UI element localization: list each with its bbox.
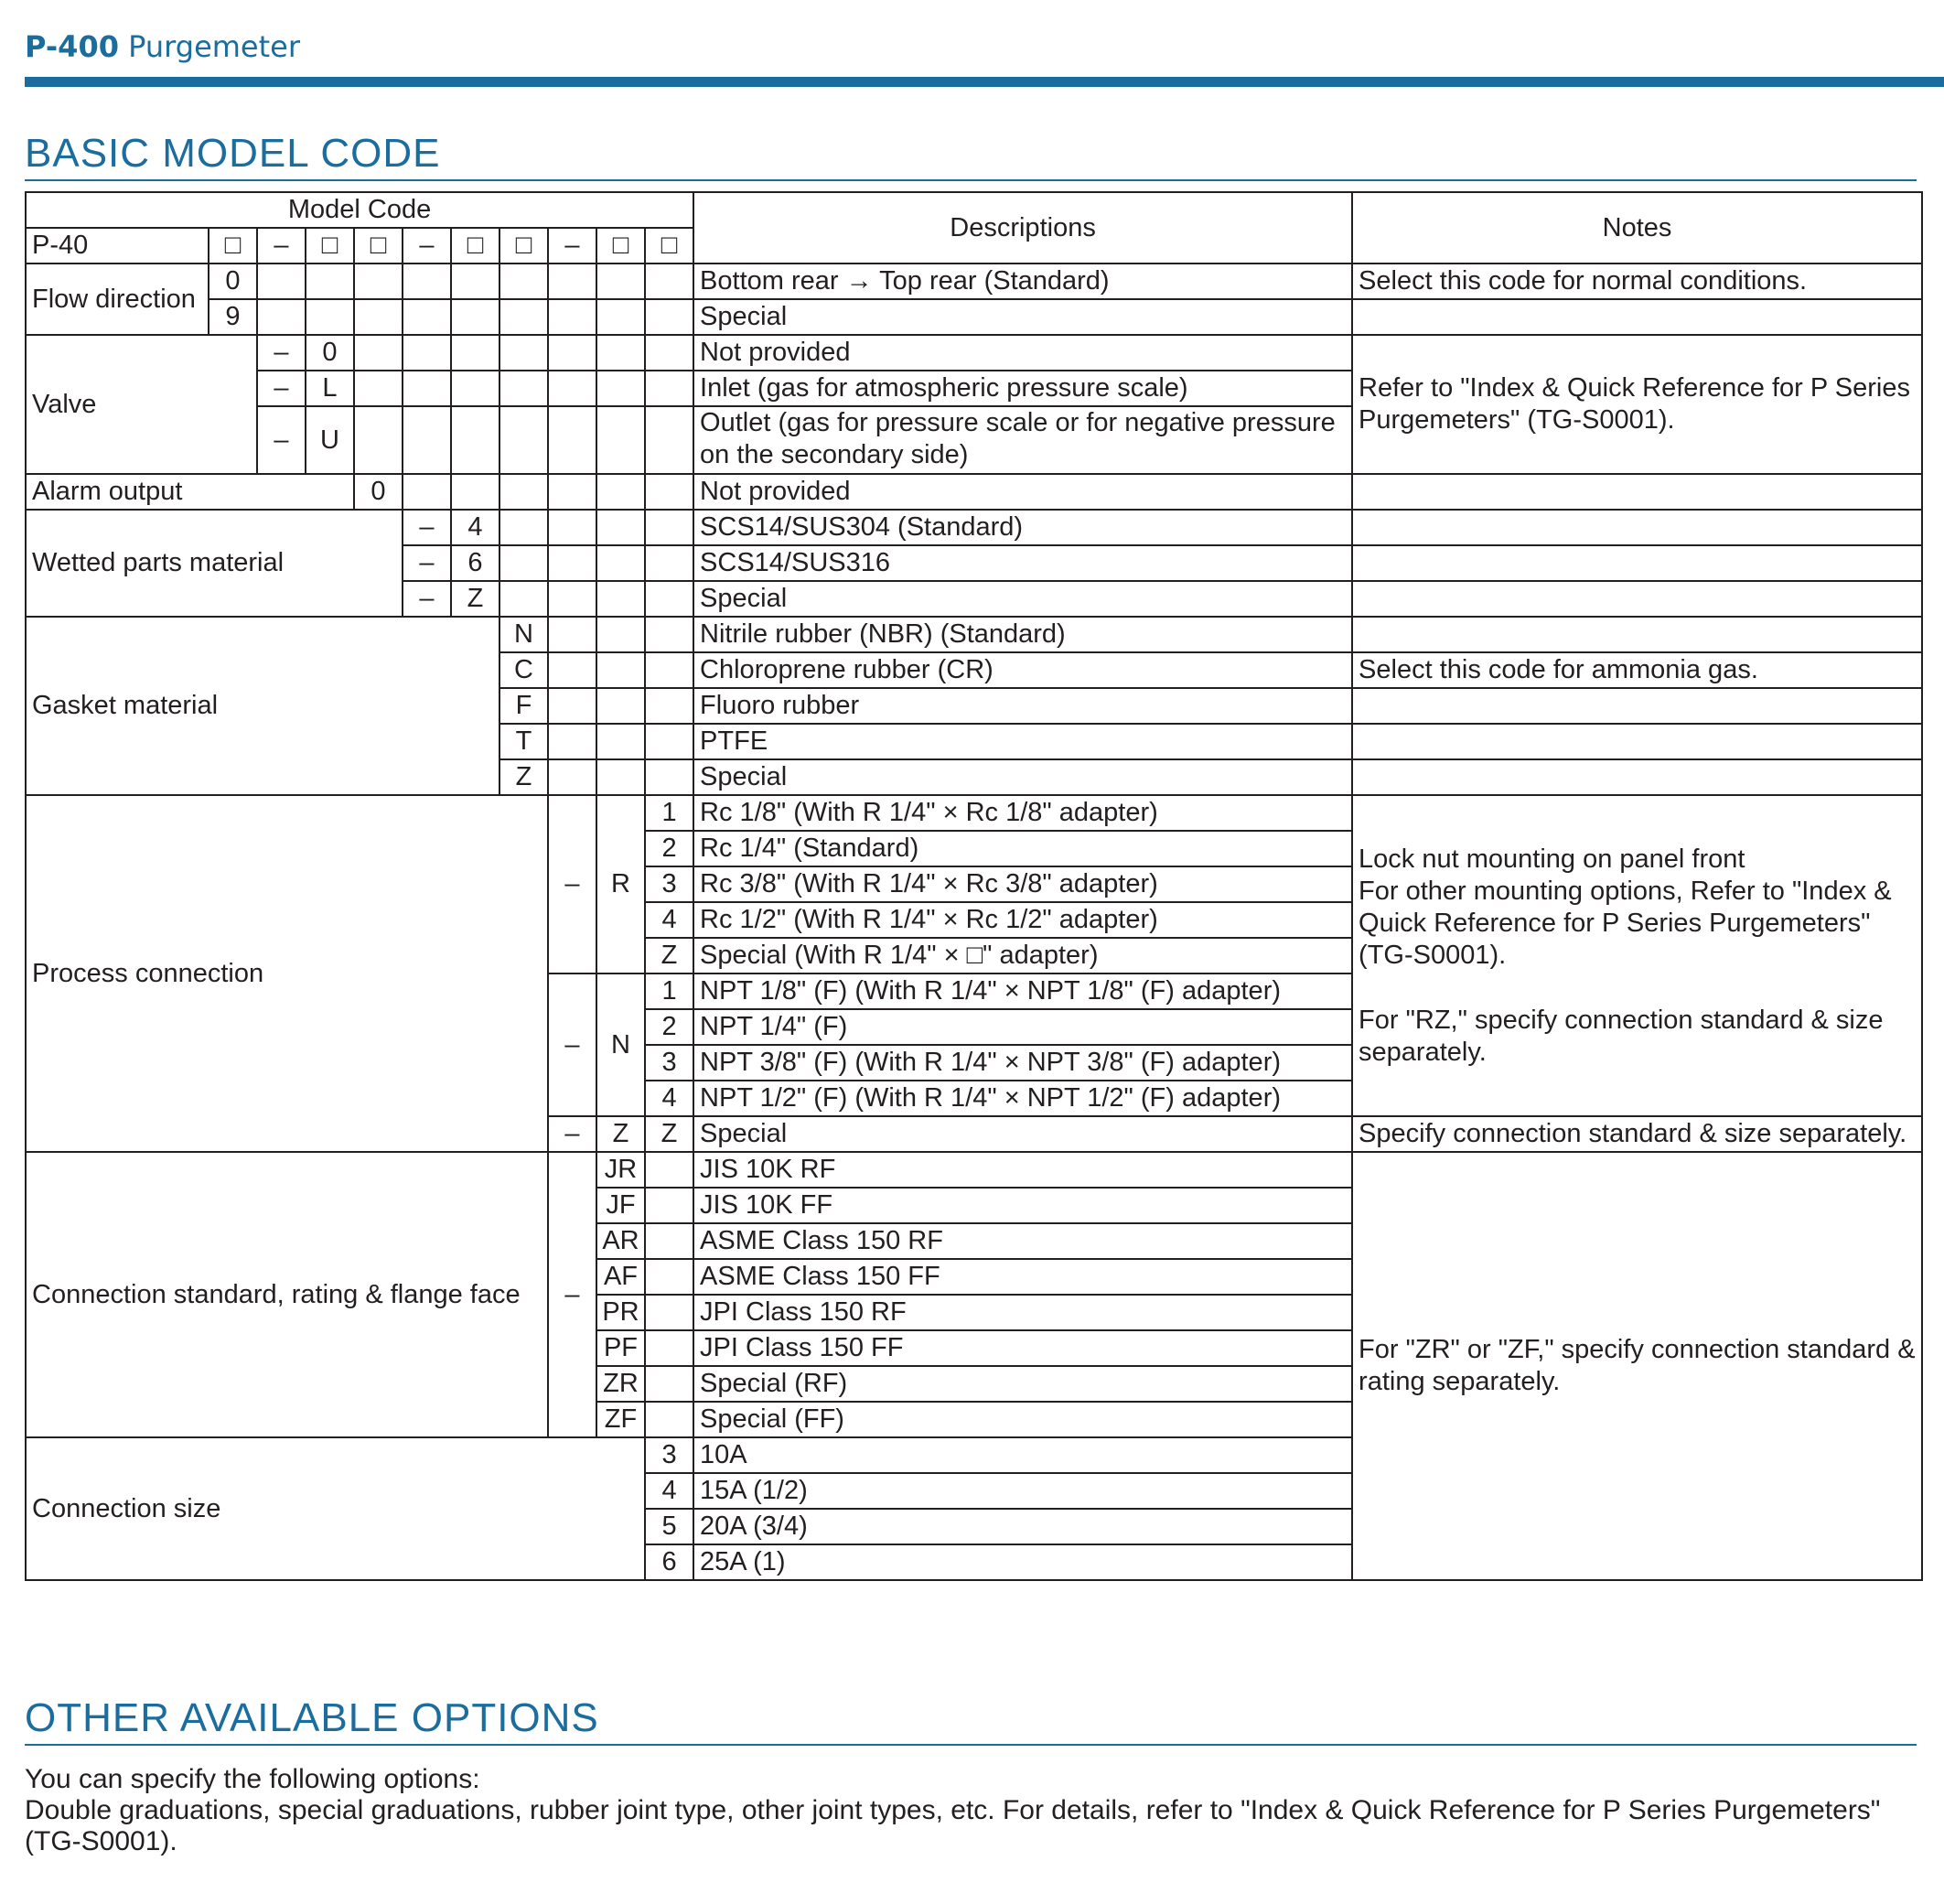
flow-direction-label: Flow direction xyxy=(26,264,209,335)
code-cell: JF xyxy=(596,1188,645,1223)
note-cell: Select this code for normal conditions. xyxy=(1352,264,1922,299)
description-cell: Special xyxy=(693,581,1352,617)
description-cell: NPT 3/8" (F) (With R 1/4" × NPT 3/8" (F) adapter) xyxy=(693,1045,1352,1081)
options-title-rule xyxy=(25,1744,1917,1746)
code-dash: – xyxy=(403,581,451,617)
code-box: □ xyxy=(596,228,645,264)
code-cell: 5 xyxy=(645,1509,693,1544)
description-cell: 10A xyxy=(693,1437,1352,1473)
gasket-material-label: Gasket material xyxy=(26,617,499,795)
code-cell: 0 xyxy=(209,264,257,299)
code-cell: L xyxy=(306,371,354,406)
code-box: □ xyxy=(354,228,403,264)
connection-size-label: Connection size xyxy=(26,1437,645,1580)
note-cell: Select this code for ammonia gas. xyxy=(1352,652,1922,688)
alarm-output-label: Alarm output xyxy=(26,474,354,510)
description-cell: Rc 1/4" (Standard) xyxy=(693,831,1352,866)
table-header-row xyxy=(26,192,1922,228)
page-header xyxy=(25,29,300,64)
description-cell: Special (With R 1/4" × □" adapter) xyxy=(693,938,1352,974)
product-code: P-400 xyxy=(25,29,119,64)
code-cell: C xyxy=(499,652,548,688)
table-row xyxy=(26,335,1922,371)
code-cell: 4 xyxy=(645,1473,693,1509)
note-cell xyxy=(1352,474,1922,510)
description-cell: Special (RF) xyxy=(693,1366,1352,1402)
code-cell: T xyxy=(499,724,548,759)
description-cell: JIS 10K FF xyxy=(693,1188,1352,1223)
model-code-header: Model Code xyxy=(26,192,693,228)
table-row xyxy=(26,795,1922,831)
options-text xyxy=(25,1764,1917,1857)
description-cell: 15A (1/2) xyxy=(693,1473,1352,1509)
options-intro: You can specify the following options: xyxy=(25,1764,480,1794)
description-cell: Special xyxy=(693,1116,1352,1152)
model-code-table xyxy=(25,191,1923,1581)
code-cell: 3 xyxy=(645,1045,693,1081)
code-box: □ xyxy=(499,228,548,264)
description-cell: PTFE xyxy=(693,724,1352,759)
description-cell: Special xyxy=(693,299,1352,335)
code-dash: – xyxy=(403,545,451,581)
description-cell: Outlet (gas for pressure scale or for negative pressure on the secondary side) xyxy=(693,406,1352,474)
description-cell: Rc 3/8" (With R 1/4" × Rc 3/8" adapter) xyxy=(693,866,1352,902)
table-row xyxy=(26,474,1922,510)
note-cell: Specify connection standard & size separately. xyxy=(1352,1116,1922,1152)
code-dash: – xyxy=(403,228,451,264)
code-cell: N xyxy=(596,974,645,1116)
description-cell: Chloroprene rubber (CR) xyxy=(693,652,1352,688)
description-cell: Not provided xyxy=(693,474,1352,510)
notes-header: Notes xyxy=(1352,192,1922,264)
code-cell: Z xyxy=(596,1116,645,1152)
note-cell xyxy=(1352,688,1922,724)
table-row xyxy=(26,1152,1922,1188)
code-cell: 0 xyxy=(354,474,403,510)
header-rule xyxy=(25,77,1944,87)
description-cell: 25A (1) xyxy=(693,1544,1352,1580)
code-dash: – xyxy=(548,228,596,264)
code-cell: N xyxy=(499,617,548,652)
table-row xyxy=(26,299,1922,335)
code-cell: 4 xyxy=(645,1081,693,1116)
description-cell: Special (FF) xyxy=(693,1402,1352,1437)
note-cell xyxy=(1352,510,1922,545)
code-dash: – xyxy=(403,510,451,545)
code-cell: AR xyxy=(596,1223,645,1259)
code-cell: PF xyxy=(596,1330,645,1366)
code-cell: JR xyxy=(596,1152,645,1188)
description-cell: NPT 1/8" (F) (With R 1/4" × NPT 1/8" (F) adapter) xyxy=(693,974,1352,1009)
note-line: For "RZ," specify connection standard & size separately. xyxy=(1359,1005,1884,1067)
code-cell: 2 xyxy=(645,1009,693,1045)
note-cell xyxy=(1352,759,1922,795)
table-row xyxy=(26,617,1922,652)
code-dash: – xyxy=(257,371,306,406)
code-dash: – xyxy=(548,974,596,1116)
connection-standard-label: Connection standard, rating & flange face xyxy=(26,1152,548,1437)
code-cell: 6 xyxy=(451,545,499,581)
description-cell: ASME Class 150 FF xyxy=(693,1259,1352,1295)
note-line: For other mounting options, Refer to "Index & Quick Reference for P Series Purgemeters" (TG-S0001). xyxy=(1359,876,1892,970)
code-cell: 9 xyxy=(209,299,257,335)
description-cell: Not provided xyxy=(693,335,1352,371)
process-connection-label: Process connection xyxy=(26,795,548,1152)
code-box: □ xyxy=(209,228,257,264)
code-cell: PR xyxy=(596,1295,645,1330)
process-connection-note xyxy=(1352,795,1922,1116)
code-cell: 1 xyxy=(645,974,693,1009)
description-cell: Inlet (gas for atmospheric pressure scale) xyxy=(693,371,1352,406)
code-cell: 0 xyxy=(306,335,354,371)
description-cell: Rc 1/8" (With R 1/4" × Rc 1/8" adapter) xyxy=(693,795,1352,831)
description-cell: JPI Class 150 RF xyxy=(693,1295,1352,1330)
code-cell: 4 xyxy=(451,510,499,545)
code-box: □ xyxy=(451,228,499,264)
wetted-parts-label: Wetted parts material xyxy=(26,510,403,617)
description-cell: JIS 10K RF xyxy=(693,1152,1352,1188)
description-cell: 20A (3/4) xyxy=(693,1509,1352,1544)
description-cell: Bottom rear → Top rear (Standard) xyxy=(693,264,1352,299)
code-cell: R xyxy=(596,795,645,974)
code-box: □ xyxy=(306,228,354,264)
code-cell: 3 xyxy=(645,866,693,902)
note-line: Lock nut mounting on panel front xyxy=(1359,844,1745,874)
connection-standard-note: For "ZR" or "ZF," specify connection standard & rating separately. xyxy=(1352,1152,1922,1580)
code-cell: F xyxy=(499,688,548,724)
description-cell: Rc 1/2" (With R 1/4" × Rc 1/2" adapter) xyxy=(693,902,1352,938)
options-detail: Double graduations, special graduations, rubber joint type, other joint types, etc. For details, refer to "Index & Quick Reference for P Series Purgemeters" (TG-S0001). xyxy=(25,1795,1881,1856)
code-box: □ xyxy=(645,228,693,264)
description-cell: Nitrile rubber (NBR) (Standard) xyxy=(693,617,1352,652)
code-dash: – xyxy=(548,1152,596,1437)
code-cell: ZF xyxy=(596,1402,645,1437)
model-prefix: P-40 xyxy=(26,228,209,264)
note-cell xyxy=(1352,545,1922,581)
code-cell: 3 xyxy=(645,1437,693,1473)
code-dash: – xyxy=(257,335,306,371)
valve-note: Refer to "Index & Quick Reference for P Series Purgemeters" (TG-S0001). xyxy=(1352,335,1922,474)
other-options-title: OTHER AVAILABLE OPTIONS xyxy=(25,1695,599,1740)
code-dash: – xyxy=(548,795,596,974)
description-cell: SCS14/SUS316 xyxy=(693,545,1352,581)
description-cell: SCS14/SUS304 (Standard) xyxy=(693,510,1352,545)
product-name: Purgemeter xyxy=(128,29,300,64)
code-dash: – xyxy=(257,406,306,474)
table-row xyxy=(26,264,1922,299)
description-cell: NPT 1/4" (F) xyxy=(693,1009,1352,1045)
description-cell: JPI Class 150 FF xyxy=(693,1330,1352,1366)
code-cell: 2 xyxy=(645,831,693,866)
description-cell: NPT 1/2" (F) (With R 1/4" × NPT 1/2" (F) adapter) xyxy=(693,1081,1352,1116)
table-row xyxy=(26,510,1922,545)
code-cell: ZR xyxy=(596,1366,645,1402)
code-cell: Z xyxy=(451,581,499,617)
code-cell: 4 xyxy=(645,902,693,938)
note-cell xyxy=(1352,617,1922,652)
note-cell xyxy=(1352,299,1922,335)
description-cell: ASME Class 150 RF xyxy=(693,1223,1352,1259)
description-cell: Fluoro rubber xyxy=(693,688,1352,724)
valve-label: Valve xyxy=(26,335,257,474)
basic-title-rule xyxy=(25,179,1917,181)
code-cell: U xyxy=(306,406,354,474)
code-cell: Z xyxy=(645,1116,693,1152)
descriptions-header: Descriptions xyxy=(693,192,1352,264)
code-cell: 6 xyxy=(645,1544,693,1580)
code-dash: – xyxy=(548,1116,596,1152)
code-cell: Z xyxy=(645,938,693,974)
code-cell: AF xyxy=(596,1259,645,1295)
code-dash: – xyxy=(257,228,306,264)
note-cell xyxy=(1352,581,1922,617)
description-cell: Special xyxy=(693,759,1352,795)
code-cell: 1 xyxy=(645,795,693,831)
basic-model-code-title: BASIC MODEL CODE xyxy=(25,131,441,176)
code-cell: Z xyxy=(499,759,548,795)
note-cell xyxy=(1352,724,1922,759)
